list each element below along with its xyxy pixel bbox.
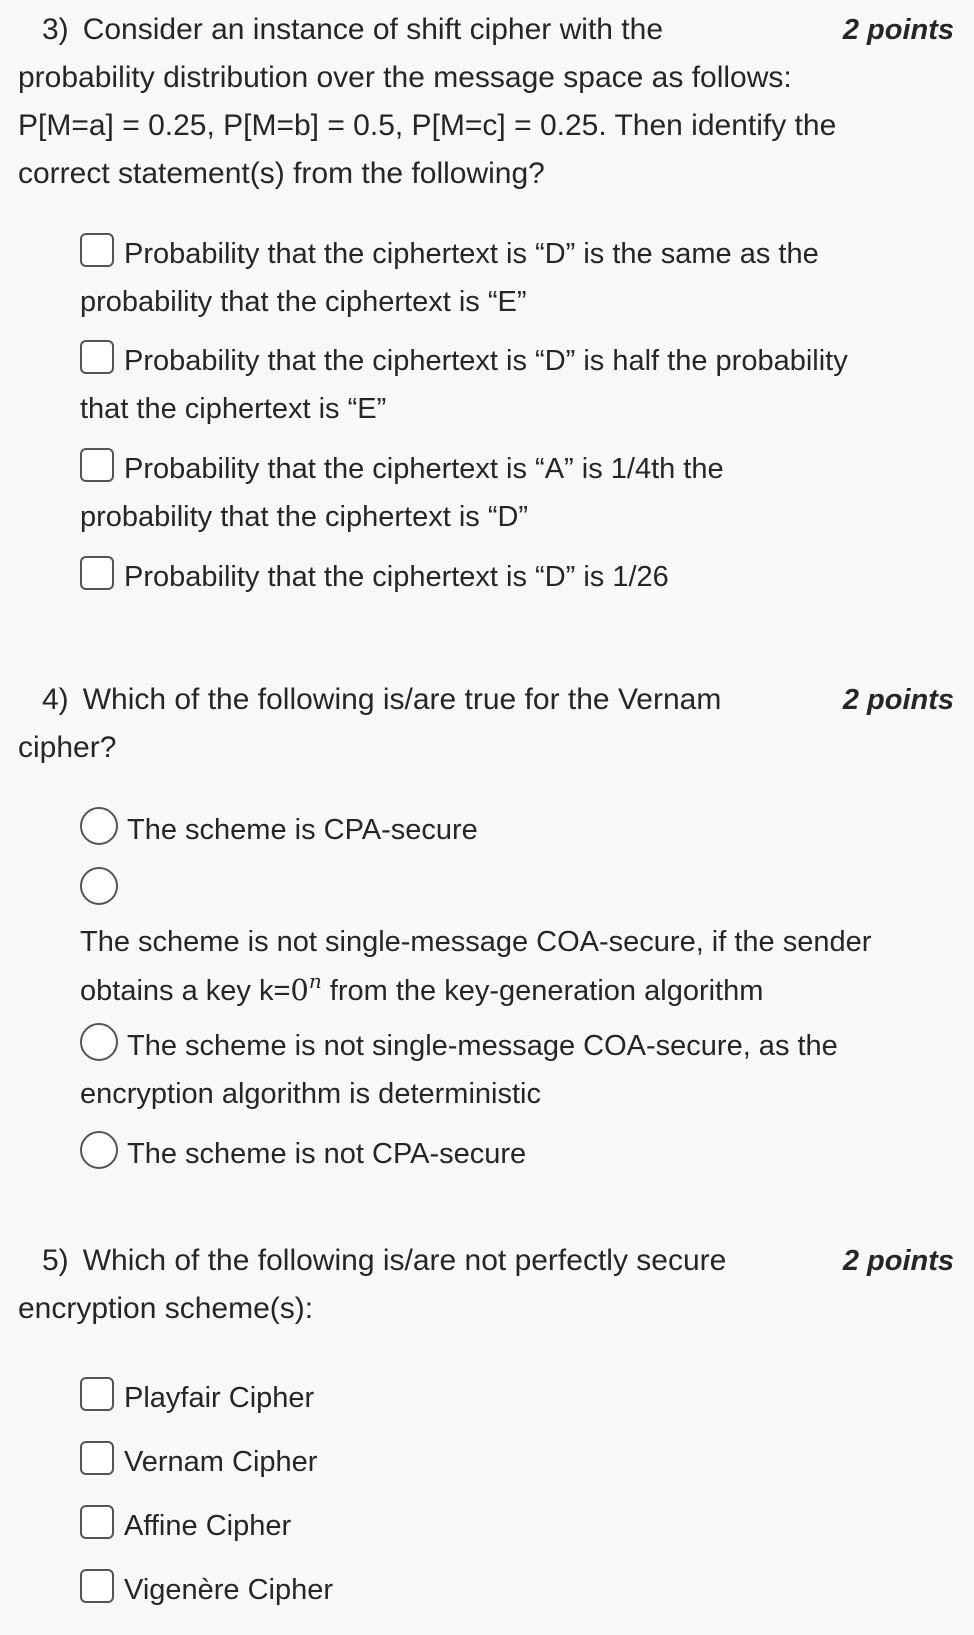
radio-icon[interactable] <box>80 807 118 845</box>
option-label-line: encryption algorithm is deterministic <box>80 1078 541 1110</box>
option-label: The scheme is not single-message COA-secure, as the <box>127 1030 838 1062</box>
option-radio[interactable] <box>80 1130 950 1178</box>
question-header <box>0 6 974 198</box>
option-label-line: that the ciphertext is “E” <box>80 393 387 425</box>
option-label-line <box>80 966 950 1015</box>
question-text-line: cipher? <box>18 731 117 764</box>
checkbox-icon[interactable] <box>80 340 114 374</box>
points-label: 2 points <box>842 14 954 46</box>
option-checkbox[interactable] <box>80 1566 950 1614</box>
option-checkbox[interactable] <box>80 1502 950 1550</box>
option-radio[interactable] <box>80 806 950 854</box>
question-3 <box>0 6 974 198</box>
checkbox-icon[interactable] <box>80 1377 114 1411</box>
question-text-line: Which of the following is/are true for the Vernam <box>82 683 722 716</box>
option-label: Probability that the ciphertext is “D” is 1/26 <box>124 561 669 593</box>
option-checkbox[interactable] <box>80 337 950 433</box>
option-label: Vigenère Cipher <box>124 1574 334 1606</box>
checkbox-icon[interactable] <box>80 1441 114 1475</box>
checkbox-icon[interactable] <box>80 448 114 482</box>
question-text-line: encryption scheme(s): <box>18 1292 314 1325</box>
math-superscript: n <box>308 969 322 993</box>
points-label: 2 points <box>842 684 954 716</box>
question-number: 3) <box>42 13 69 46</box>
option-label: Probability that the ciphertext is “D” is half the probability <box>124 345 848 377</box>
option-checkbox[interactable] <box>80 1438 950 1486</box>
option-radio[interactable] <box>80 1022 950 1118</box>
radio-icon[interactable] <box>80 1023 118 1061</box>
radio-icon[interactable] <box>80 1131 118 1169</box>
question-number: 4) <box>42 683 69 716</box>
option-radio[interactable] <box>80 866 950 1015</box>
question-text-line: Consider an instance of shift cipher with the <box>82 13 663 46</box>
option-label-line: probability that the ciphertext is “D” <box>80 501 529 533</box>
option-label: Playfair Cipher <box>124 1382 315 1414</box>
option-label: Affine Cipher <box>124 1510 292 1542</box>
option-checkbox[interactable] <box>80 230 950 326</box>
option-label: Probability that the ciphertext is “D” is the same as the <box>124 238 819 270</box>
question-text-line: P[M=a] = 0.25, P[M=b] = 0.5, P[M=c] = 0.25. Then identify the <box>18 109 837 142</box>
question-text-line: correct statement(s) from the following? <box>18 157 545 190</box>
option-label: The scheme is CPA-secure <box>127 814 478 846</box>
option-label: The scheme is not single-message COA-secure, if the sender <box>80 926 872 958</box>
question-5 <box>0 1237 974 1333</box>
option-checkbox[interactable] <box>80 553 950 601</box>
option-label-line: probability that the ciphertext is “E” <box>80 286 527 318</box>
question-text-line: probability distribution over the message space as follows: <box>18 61 792 94</box>
question-text-line: Which of the following is/are not perfectly secure <box>82 1244 727 1277</box>
radio-icon[interactable] <box>80 867 118 905</box>
option-label: Vernam Cipher <box>124 1446 318 1478</box>
option-label: Probability that the ciphertext is “A” is 1/4th the <box>124 453 724 485</box>
points-label: 2 points <box>842 1245 954 1277</box>
option-checkbox[interactable] <box>80 445 950 541</box>
question-number: 5) <box>42 1244 69 1277</box>
question-header <box>0 1237 974 1333</box>
option-label: The scheme is not CPA-secure <box>127 1138 527 1170</box>
question-header <box>0 676 974 772</box>
math-zero: 0 <box>290 973 309 1007</box>
checkbox-icon[interactable] <box>80 556 114 590</box>
option-checkbox[interactable] <box>80 1374 950 1422</box>
checkbox-icon[interactable] <box>80 233 114 267</box>
checkbox-icon[interactable] <box>80 1505 114 1539</box>
question-4 <box>0 676 974 772</box>
option-label-text: from the key-generation algorithm <box>321 975 764 1007</box>
checkbox-icon[interactable] <box>80 1569 114 1603</box>
option-label-text: obtains a key k= <box>80 975 291 1007</box>
